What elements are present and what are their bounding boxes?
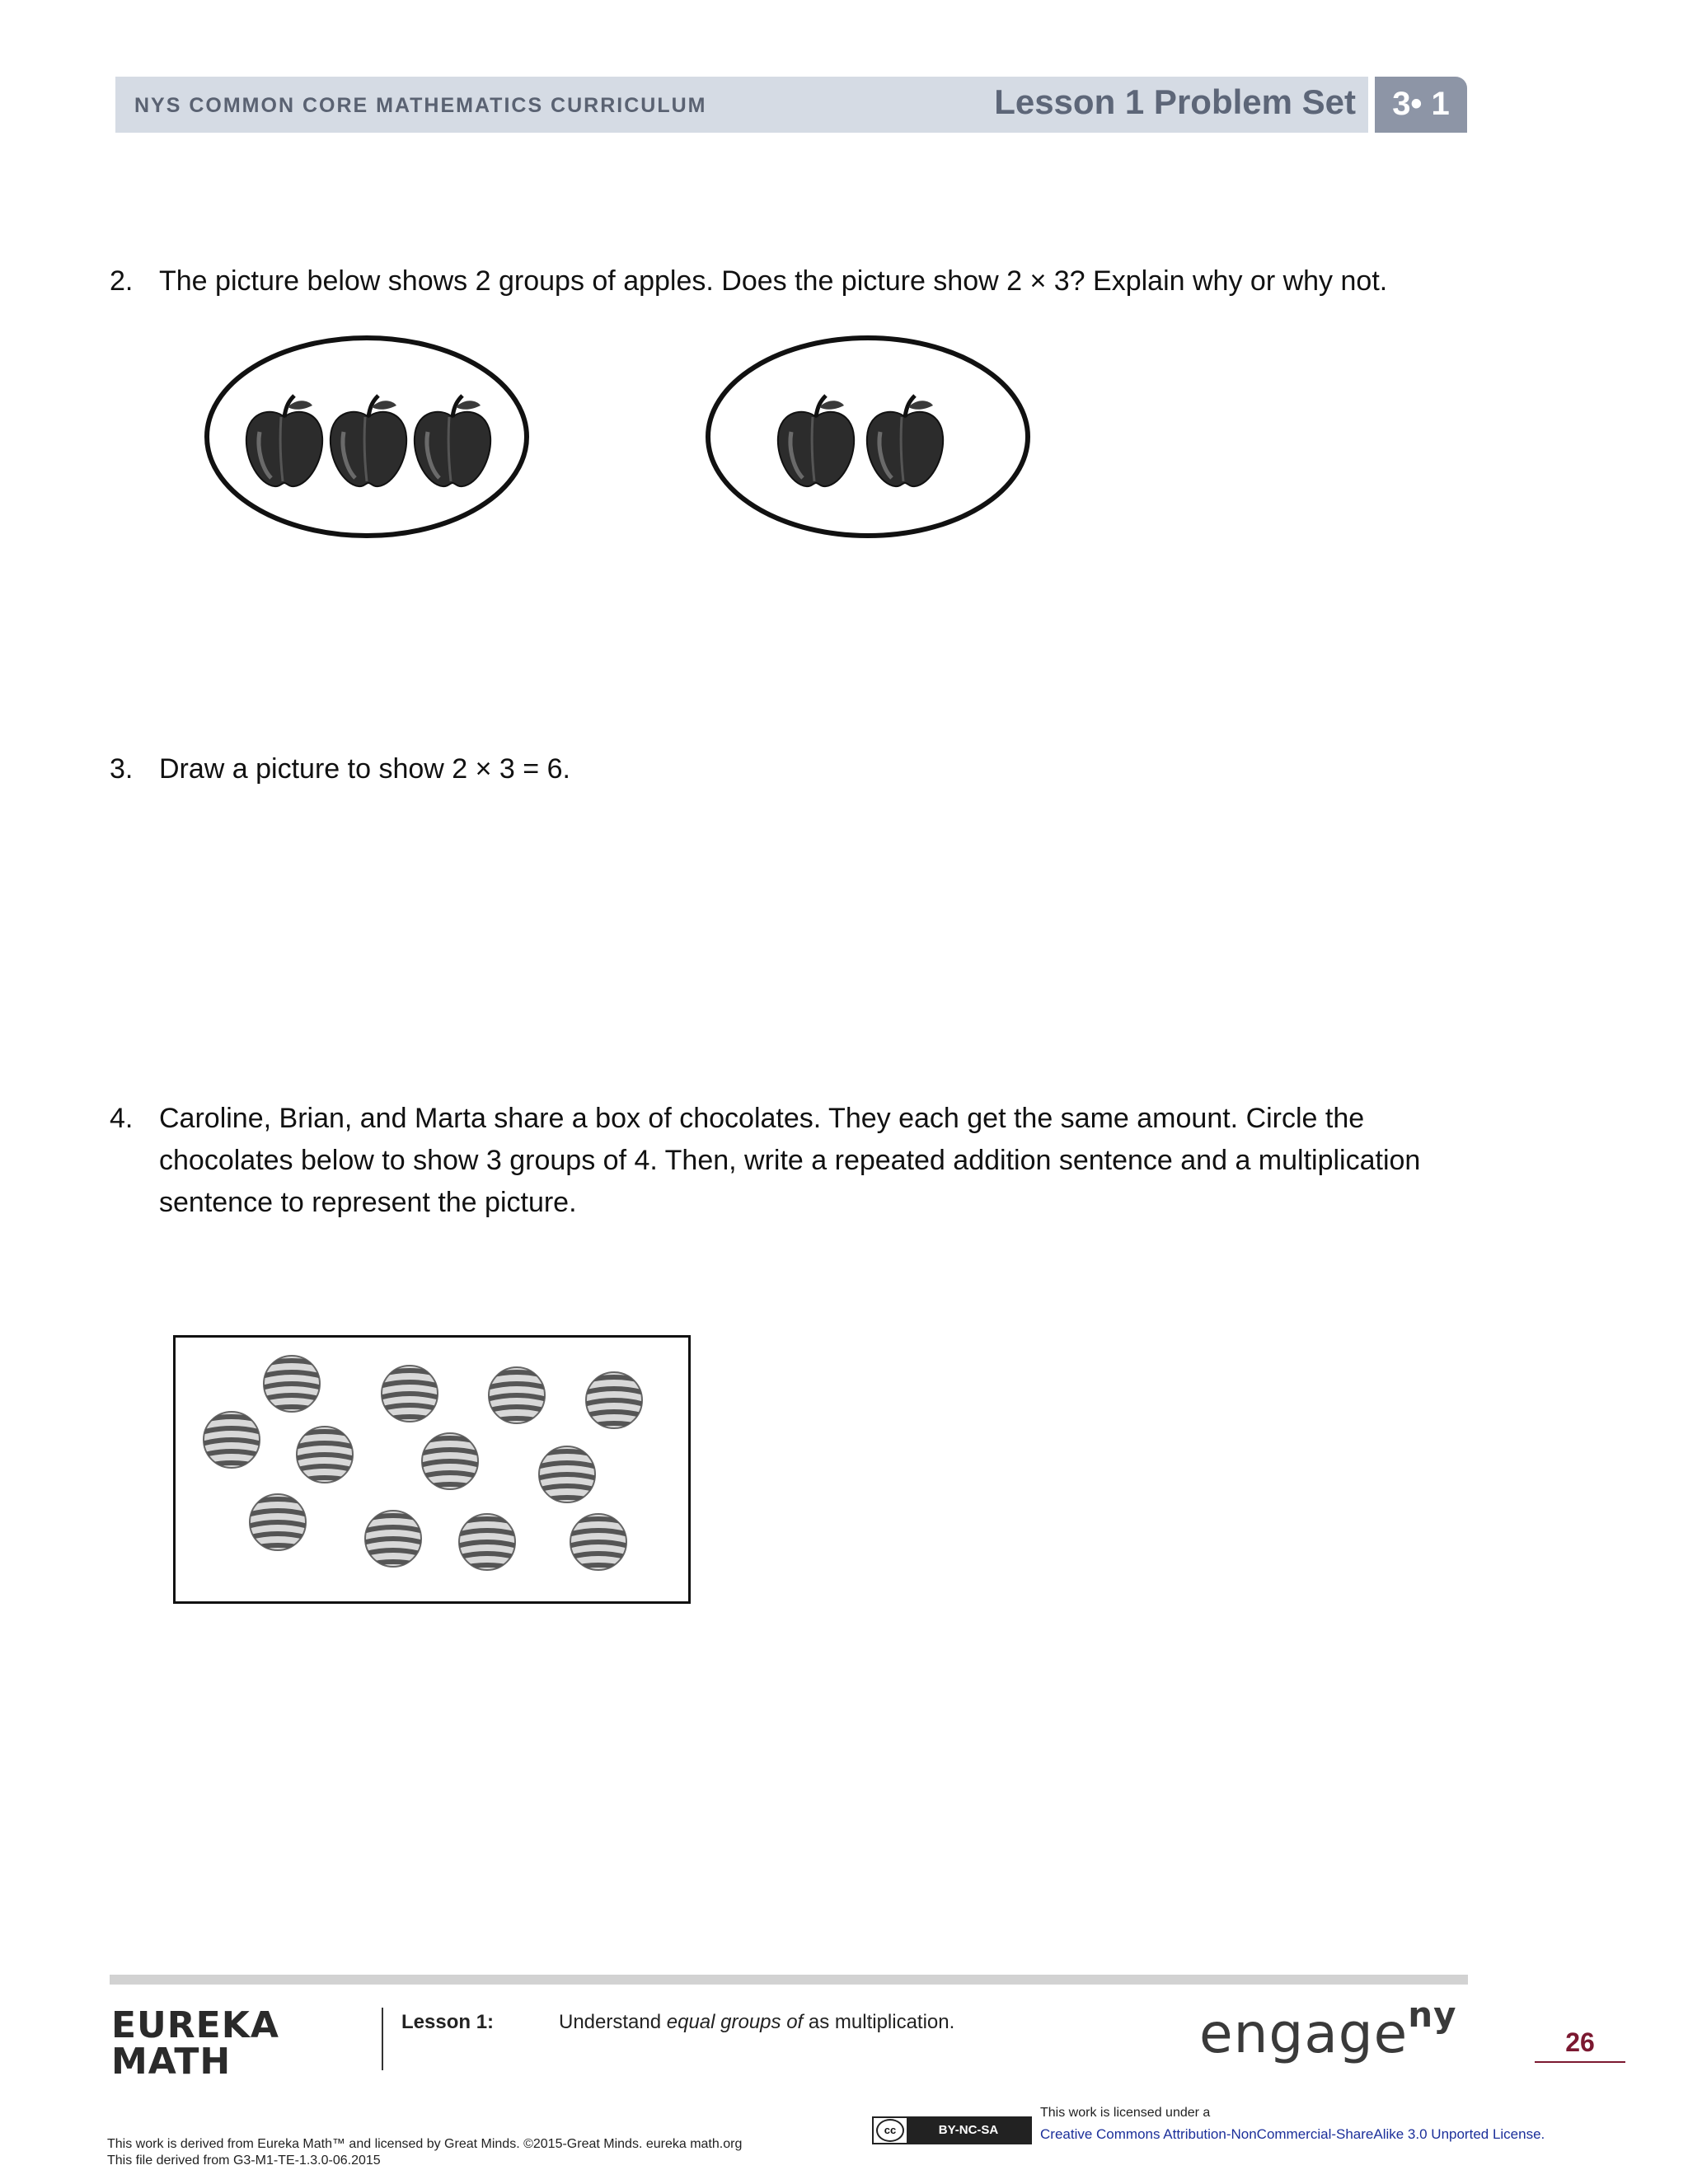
problem-4-number: 4. <box>110 1103 134 1134</box>
chocolate-icon <box>454 1514 520 1570</box>
cc-badge-text: BY-NC-SA <box>907 2118 1030 2143</box>
chocolate-icon <box>377 1366 443 1422</box>
apple-icon <box>246 396 322 486</box>
problem-3-text: Draw a picture to show 2 × 3 = 6. <box>159 753 570 785</box>
engageny-logo <box>1199 1994 1457 2065</box>
problem-2 <box>110 260 1470 302</box>
footer-lesson-description <box>559 2011 954 2034</box>
problem-2-text: The picture below shows 2 groups of apples. Does the picture show 2 × 3? Explain why or why not. <box>159 265 1388 297</box>
chocolate-icon <box>259 1356 325 1412</box>
engage-logo-text: engage <box>1199 2002 1409 2065</box>
chocolate-icon <box>199 1412 265 1468</box>
footer-rule <box>110 1975 1468 1985</box>
derived-line-1: This work is derived from Eureka Math™ and licensed by Great Minds. ©2015-Great Minds. eureka math.org <box>107 2137 743 2151</box>
chocolate-icon <box>360 1511 426 1567</box>
apple-group-two <box>699 330 1037 544</box>
eureka-logo-line1: EUREKA <box>111 2004 279 2046</box>
eureka-math-logo <box>111 2004 279 2083</box>
lesson-title: Lesson 1 Problem Set <box>994 82 1356 121</box>
desc-post: as multiplication. <box>803 2011 955 2033</box>
chocolate-box <box>173 1335 691 1604</box>
page-number: 26 <box>1535 2027 1625 2063</box>
chocolate-field <box>176 1338 688 1601</box>
module-badge: 3• 1 <box>1375 77 1467 133</box>
footer-divider <box>382 2008 383 2070</box>
apple-icon <box>415 396 490 486</box>
desc-em: equal groups of <box>666 2011 804 2033</box>
problem-3 <box>110 748 1470 790</box>
apple-icon <box>867 396 943 486</box>
problem-4-text: Caroline, Brian, and Marta share a box of chocolates. They each get the same amount. Circle the chocolates below to show 3 groups of 4. Then, write a repeated addition sentence and a multiplication sentence to represent the picture. <box>159 1103 1421 1218</box>
chocolate-icon <box>292 1427 358 1483</box>
chocolate-icon <box>245 1494 311 1550</box>
desc-pre: Understand <box>559 2011 667 2033</box>
cc-license-badge[interactable] <box>872 2116 1032 2144</box>
problem-4 <box>110 1098 1461 1224</box>
apple-icon <box>778 396 854 486</box>
chocolate-icon <box>534 1446 600 1502</box>
footer-lesson-label: Lesson 1: <box>401 2011 495 2033</box>
curriculum-title: NYS COMMON CORE MATHEMATICS CURRICULUM <box>134 94 707 117</box>
apple-icon <box>331 396 406 486</box>
eureka-logo-line2: MATH <box>111 2041 232 2083</box>
problem-2-number: 2. <box>110 265 134 297</box>
problem-3-number: 3. <box>110 753 134 785</box>
cc-icon: cc <box>876 2119 904 2142</box>
license-link[interactable]: Creative Commons Attribution-NonCommercial-ShareAlike 3.0 Unported License. <box>1040 2126 1545 2142</box>
chocolate-icon <box>417 1433 483 1489</box>
chocolate-icon <box>581 1372 647 1428</box>
apple-group-three <box>198 330 536 544</box>
chocolate-icon <box>484 1367 550 1423</box>
engage-logo-sup: ny <box>1408 1994 1457 2035</box>
license-intro: This work is licensed under a <box>1040 2106 1211 2120</box>
chocolate-icon <box>565 1514 631 1570</box>
derived-line-2: This file derived from G3-M1-TE-1.3.0-06.2015 <box>107 2154 381 2168</box>
